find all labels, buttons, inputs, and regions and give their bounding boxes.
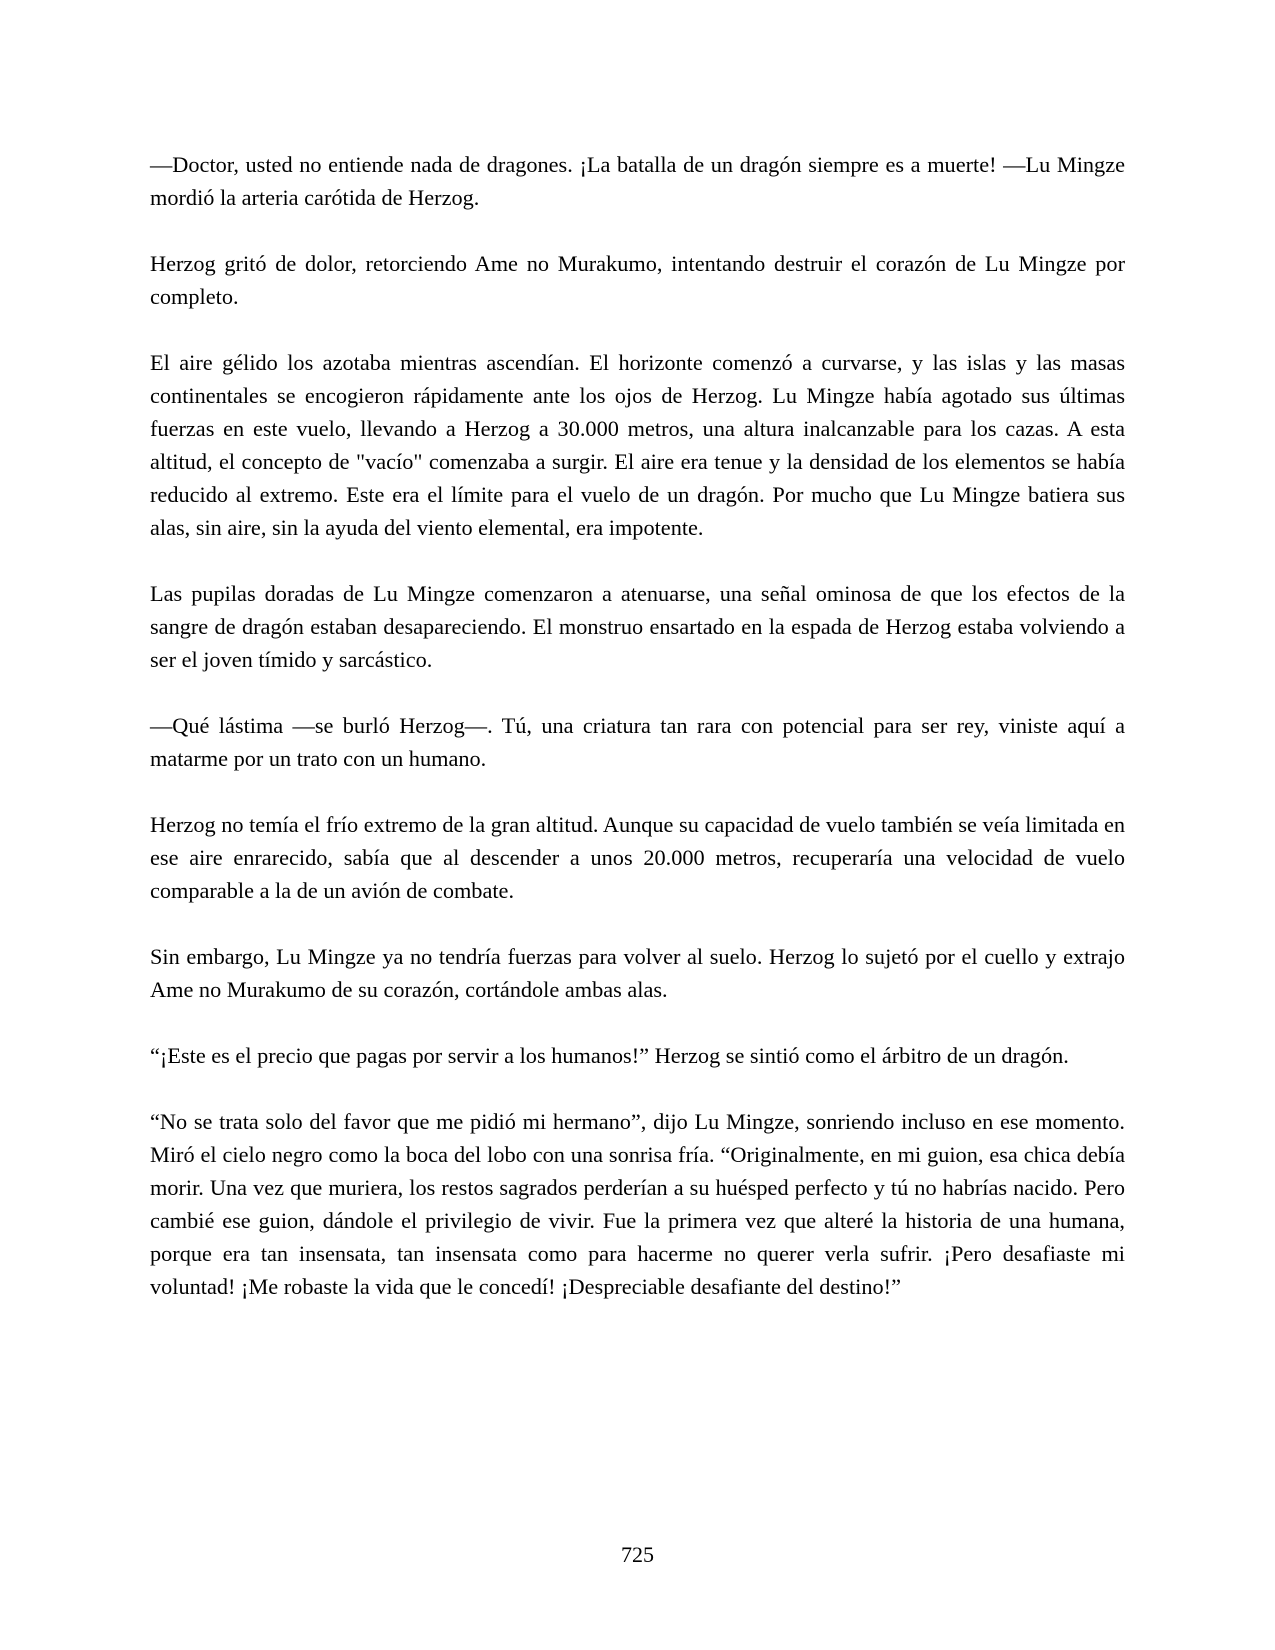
paragraph: Herzog gritó de dolor, retorciendo Ame no Murakumo, intentando destruir el corazón de Lu Mingze por completo. xyxy=(150,251,1125,309)
paragraph: Sin embargo, Lu Mingze ya no tendría fuerzas para volver al suelo. Herzog lo sujetó por el cuello y extrajo Ame no Murakumo de su corazón, cortándole ambas alas. xyxy=(150,944,1125,1002)
paragraph: El aire gélido los azotaba mientras ascendían. El horizonte comenzó a curvarse, y las islas y las masas continentales se encogieron rápidamente ante los ojos de Herzog. Lu Mingze había agotado sus últimas fuerzas en este vuelo, llevando a Herzog a 30.000 metros, una altura inalcanzable para los cazas. A esta altitud, el concepto de "vacío" comenzaba a surgir. El aire era tenue y la densidad de los elementos se había reducido al extremo. Este era el límite para el vuelo de un dragón. Por mucho que Lu Mingze batiera sus alas, sin aire, sin la ayuda del viento elemental, era impotente. xyxy=(150,350,1125,540)
paragraph: —Doctor, usted no entiende nada de dragones. ¡La batalla de un dragón siempre es a muerte! —Lu Mingze mordió la arteria carótida de Herzog. xyxy=(150,152,1125,210)
paragraph: —Qué lástima —se burló Herzog—. Tú, una criatura tan rara con potencial para ser rey, viniste aquí a matarme por un trato con un humano. xyxy=(150,713,1125,771)
paragraph: “¡Este es el precio que pagas por servir a los humanos!” Herzog se sintió como el árbitro de un dragón. xyxy=(150,1043,1069,1068)
paragraph: “No se trata solo del favor que me pidió mi hermano”, dijo Lu Mingze, sonriendo incluso en ese momento. Miró el cielo negro como la boca del lobo con una sonrisa fría. “Originalmente, en mi guion, esa chica debía morir. Una vez que muriera, los restos sagrados perderían a su huésped perfecto y tú no habrías nacido. Pero cambié ese guion, dándole el privilegio de vivir. Fue la primera vez que alteré la historia de una humana, porque era tan insensata, tan insensata como para hacerme no querer verla sufrir. ¡Pero desafiaste mi voluntad! ¡Me robaste la vida que le concedí! ¡Despreciable desafiante del destino!” xyxy=(150,1109,1125,1299)
paragraph: Herzog no temía el frío extremo de la gran altitud. Aunque su capacidad de vuelo también se veía limitada en ese aire enrarecido, sabía que al descender a unos 20.000 metros, recuperaría una velocidad de vuelo comparable a la de un avión de combate. xyxy=(150,812,1125,903)
page-number: 725 xyxy=(621,1542,654,1567)
paragraph: Las pupilas doradas de Lu Mingze comenzaron a atenuarse, una señal ominosa de que los efectos de la sangre de dragón estaban desapareciendo. El monstruo ensartado en la espada de Herzog estaba volviendo a ser el joven tímido y sarcástico. xyxy=(150,581,1125,672)
page-body xyxy=(150,148,1125,1303)
